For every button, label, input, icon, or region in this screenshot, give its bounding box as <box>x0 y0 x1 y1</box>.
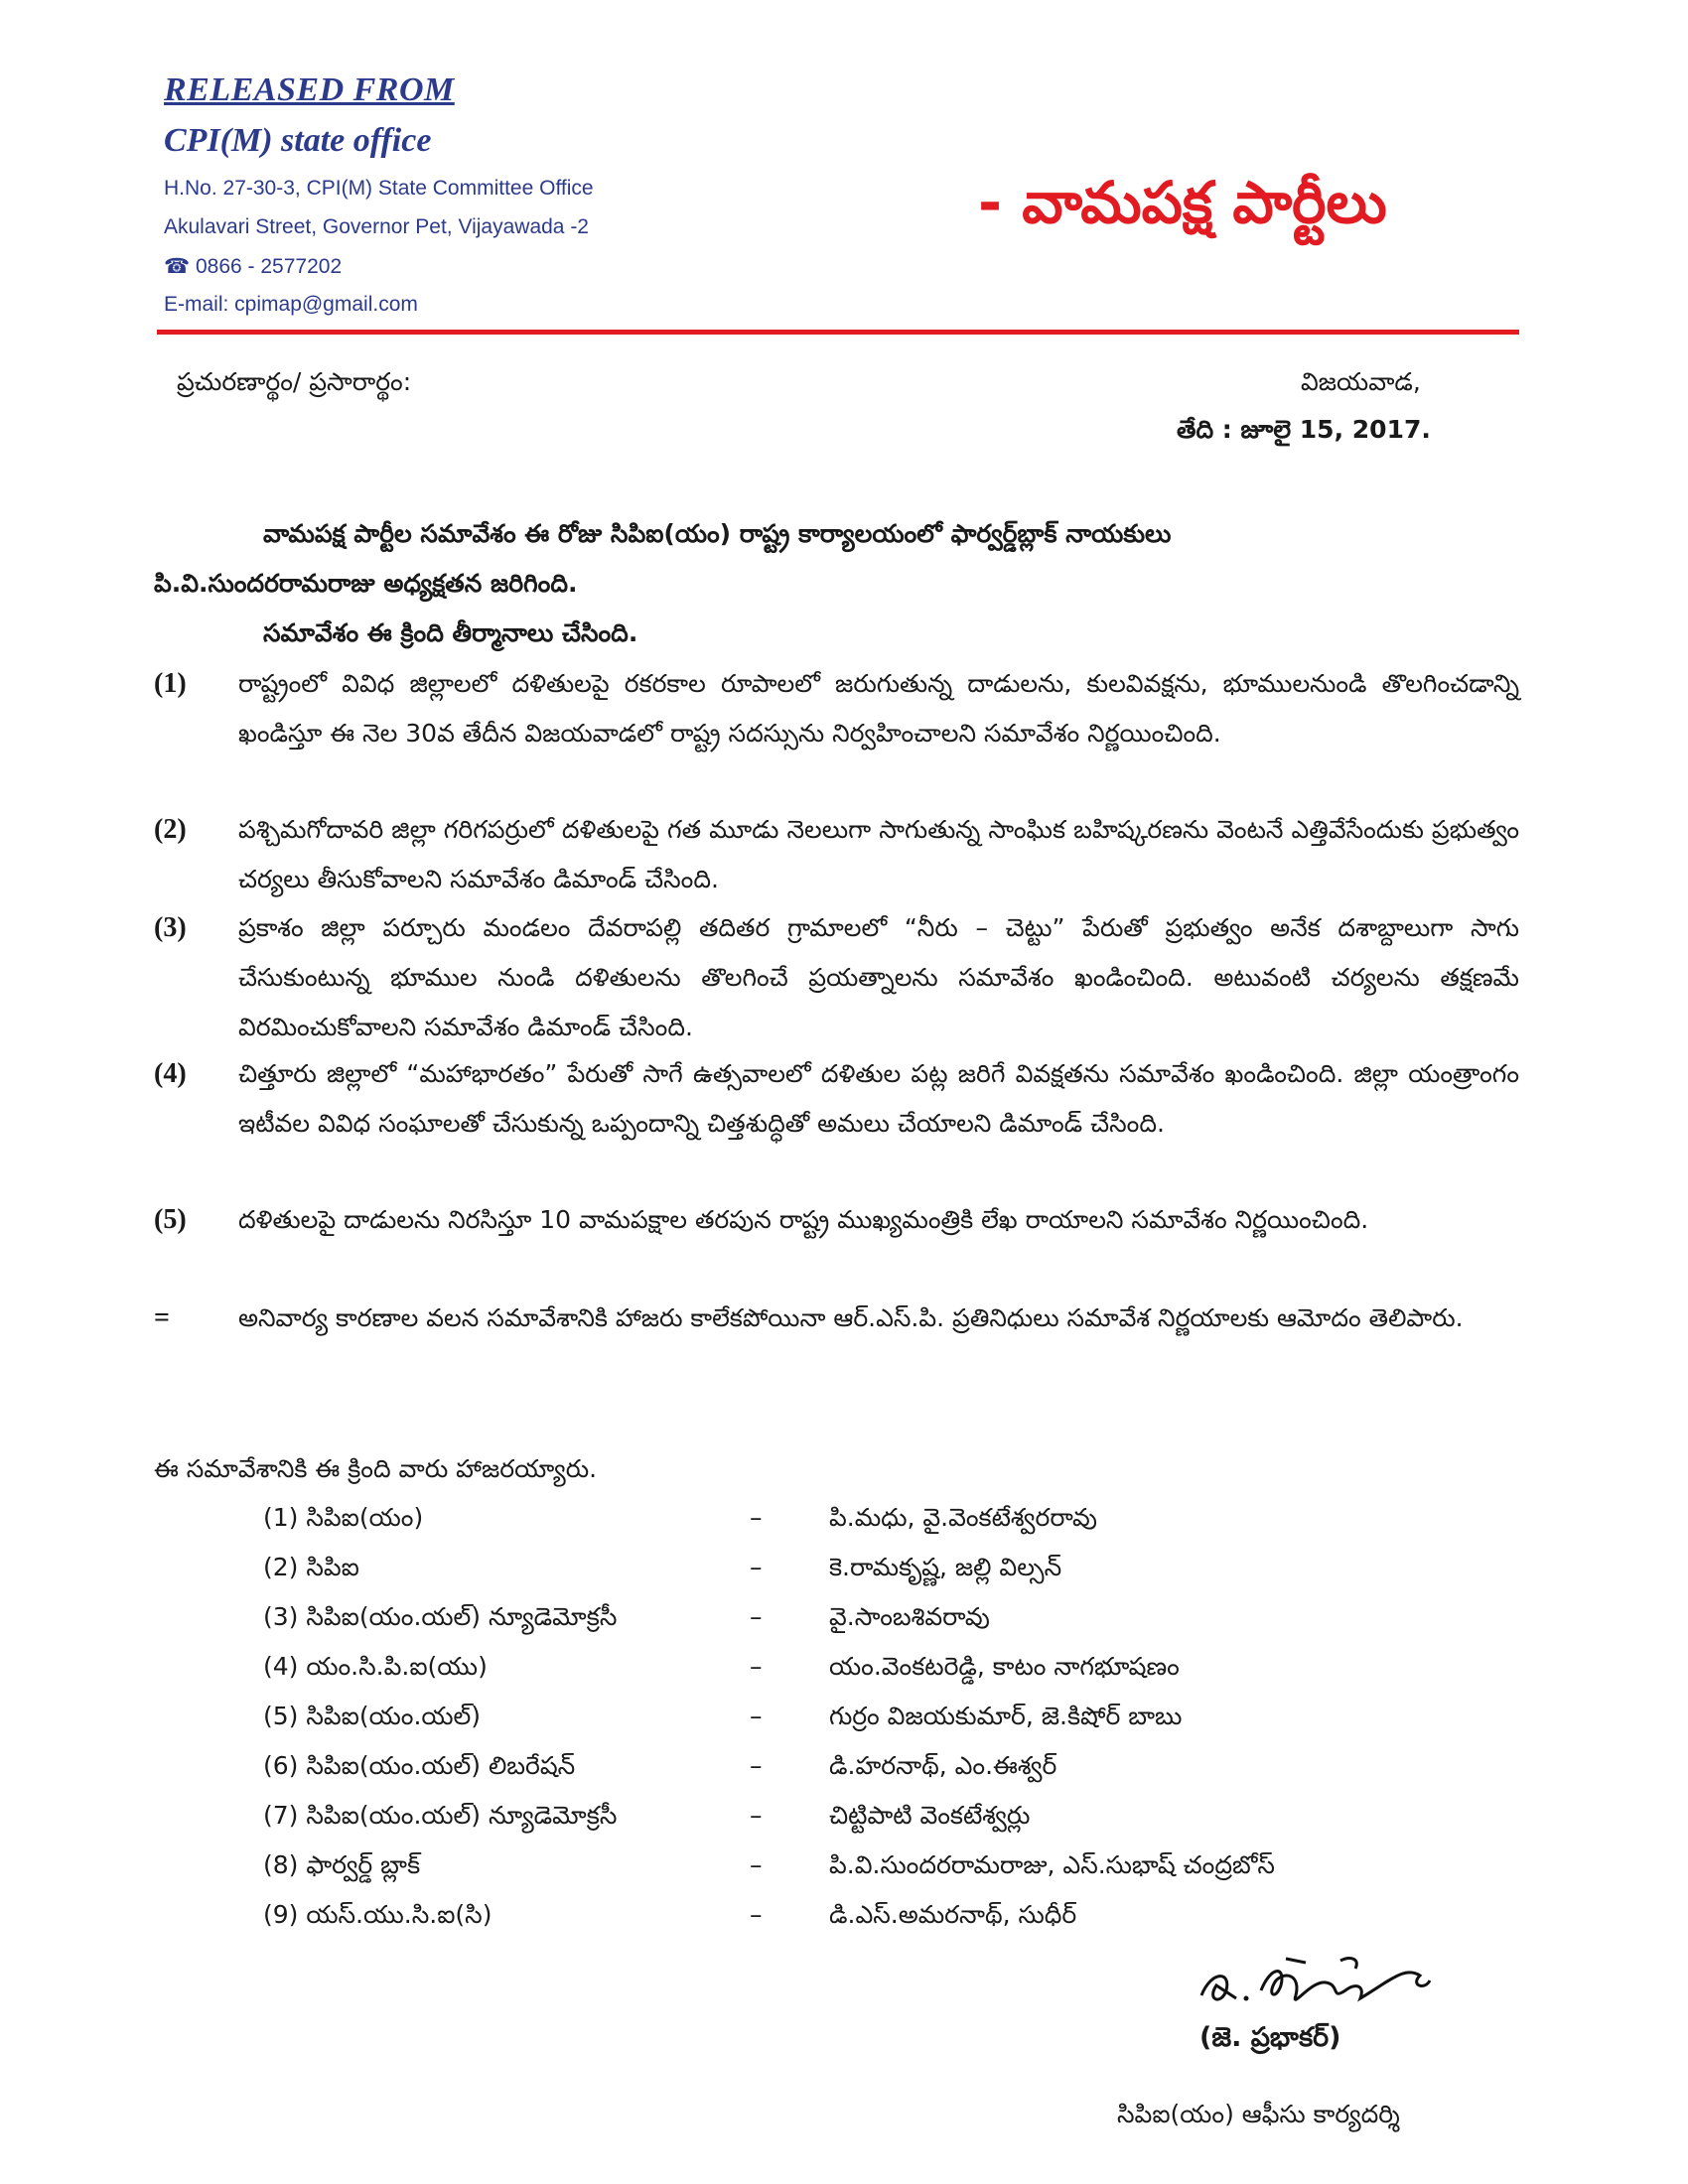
date: తేది : జూలై 15, 2017. <box>1177 415 1431 444</box>
intro-line-2: పి.వి.సుందరరామరాజు అధ్యక్షతన జరిగింది. <box>154 569 578 598</box>
resolution-number: (1) <box>154 668 187 699</box>
attendee-dash: – <box>750 1751 763 1780</box>
header-divider <box>157 330 1519 335</box>
place: విజయవాడ, <box>1301 367 1421 396</box>
attendee-names: పి.వి.సుందరరామరాజు, ఎస్.సుభాష్ చంద్రబోస్ <box>829 1850 1275 1879</box>
resolution-number: (4) <box>154 1058 187 1089</box>
attendee-names: పి.మధు, వై.వెంకటేశ్వరరావు <box>829 1503 1097 1532</box>
phone-line <box>164 254 342 279</box>
resolution-text: ప్రకాశం జిల్లా పర్చూరు మండలం దేవరాపల్లి తదితర గ్రామాలలో “నీరు – చెట్టు” పేరుతో ప్రభుత్వం అనేక దశాబ్దాలుగా సాగు చేసుకుంటున్న భూముల నుండి దళితులను తొలగించే ప్రయత్నాలను సమావేశం ఖండించింది. అటువంటి చర్యలను తక్షణమే విరమించుకోవాలని సమావేశం డిమాండ్ చేసింది. <box>238 913 1519 1041</box>
attendee-party: (7) సిపిఐ(యం.యల్) న్యూడెమోక్రసీ <box>263 1801 618 1830</box>
attendee-names: కె.రామకృష్ణ, జల్లి విల్సన్ <box>829 1553 1062 1581</box>
email-line: E-mail: cpimap@gmail.com <box>164 293 418 316</box>
attendee-names: వై.సాంబశివరావు <box>829 1602 990 1631</box>
resolution-number: (2) <box>154 814 187 845</box>
attendee-party: (3) సిపిఐ(యం.యల్) న్యూడెమోక్రసీ <box>263 1602 618 1631</box>
office-name: CPI(M) state office <box>164 122 432 159</box>
signatory-designation: సిపిఐ(యం) ఆఫీసు కార్యదర్శి <box>1117 2100 1400 2128</box>
attendee-dash: – <box>750 1553 763 1581</box>
resolution-text: దళితులపై దాడులను నిరసిస్తూ 10 వామపక్షాల తరపున రాష్ట్ర ముఖ్యమంత్రికి లేఖ రాయాలని సమావేశం నిర్ణయించింది. <box>238 1205 1369 1234</box>
attendee-party: (8) ఫార్వర్డ్ బ్లాక్ <box>263 1850 421 1879</box>
address-line-2: Akulavari Street, Governor Pet, Vijayawada -2 <box>164 215 589 238</box>
attendee-names: డి.హరనాథ్, ఎం.ఈశ్వర్ <box>829 1751 1057 1780</box>
attendee-dash: – <box>750 1602 763 1631</box>
attendee-dash: – <box>750 1900 763 1929</box>
signatory-name: (జె. ప్రభాకర్) <box>1199 2022 1341 2053</box>
note-text: అనివార్య కారణాల వలన సమావేశానికి హాజరు కాలేకపోయినా ఆర్.ఎస్.పి. ప్రతినిధులు సమావేశ నిర్ణయాలకు ఆమోదం తెలిపారు. <box>238 1303 1464 1332</box>
phone-icon: ☎ <box>164 255 196 278</box>
attendee-party: (9) యస్.యు.సి.ఐ(సి) <box>263 1900 492 1929</box>
attendee-dash: – <box>750 1652 763 1681</box>
attendee-party: (5) సిపిఐ(యం.యల్) <box>263 1702 482 1730</box>
phone-number: 0866 - 2577202 <box>196 255 343 278</box>
attendee-names: డి.ఎస్.అమరనాథ్, సుధీర్ <box>829 1900 1077 1929</box>
resolution-text: రాష్ట్రంలో వివిధ జిల్లాలలో దళితులపై రకరకాల రూపాలలో జరుగుతున్న దాడులను, కులవివక్షను, భూములనుండి తొలగించడాన్ని ఖండిస్తూ ఈ నెల 30వ తేదీన విజయవాడలో రాష్ట్ర సదస్సును నిర్వహించాలని సమావేశం నిర్ణయించింది. <box>238 669 1519 748</box>
brand-title: - వామపక్ష పార్టీలు <box>978 169 1387 236</box>
attendee-dash: – <box>750 1702 763 1730</box>
publication-label: ప్రచురణార్థం/ ప్రసారార్థం: <box>177 367 412 396</box>
attendee-party: (6) సిపిఐ(యం.యల్) లిబరేషన్ <box>263 1751 576 1780</box>
attendee-dash: – <box>750 1801 763 1830</box>
attendees-heading: ఈ సమావేశానికి ఈ క్రింది వారు హాజరయ్యారు. <box>154 1454 598 1483</box>
resolution-number: (5) <box>154 1204 187 1235</box>
attendee-names: గుర్రం విజయకుమార్, జె.కిషోర్ బాబు <box>829 1702 1183 1730</box>
attendee-party: (1) సిపిఐ(యం) <box>263 1503 424 1532</box>
attendee-party: (2) సిపిఐ <box>263 1553 359 1581</box>
attendee-names: యం.వెంకటరెడ్డి, కాటం నాగభూషణం <box>829 1652 1180 1681</box>
handwritten-signature <box>1192 1941 1440 2020</box>
address-line-1: H.No. 27-30-3, CPI(M) State Committee Office <box>164 177 594 200</box>
attendee-dash: – <box>750 1503 763 1532</box>
attendee-dash: – <box>750 1850 763 1879</box>
released-from-heading: RELEASED FROM <box>164 71 455 108</box>
resolution-text: పశ్చిమగోదావరి జిల్లా గరిగపర్రులో దళితులపై గత మూడు నెలలుగా సాగుతున్న సాంఘిక బహిష్కరణను వెంటనే ఎత్తివేసేందుకు ప్రభుత్వం చర్యలు తీసుకోవాలని సమావేశం డిమాండ్ చేసింది. <box>238 815 1519 893</box>
intro-line-1: వామపక్ష పార్టీల సమావేశం ఈ రోజు సిపిఐ(యం) రాష్ట్ర కార్యాలయంలో ఫార్వర్డ్‌బ్లాక్ నాయకులు <box>263 519 1172 548</box>
note-marker: = <box>154 1302 170 1333</box>
attendee-party: (4) యం.సి.పి.ఐ(యు) <box>263 1652 488 1681</box>
attendee-names: చిట్టిపాటి వెంకటేశ్వర్లు <box>829 1801 1031 1830</box>
intro-line-3: సమావేశం ఈ క్రింది తీర్మానాలు చేసింది. <box>263 618 638 647</box>
resolution-number: (3) <box>154 912 187 943</box>
resolution-text: చిత్తూరు జిల్లాలో “మహాభారతం” పేరుతో సాగే ఉత్సవాలలో దళితుల పట్ల జరిగే వివక్షతను సమావేశం ఖండించింది. జిల్లా యంత్రాంగం ఇటీవల వివిధ సంఘాలతో చేసుకున్న ఒప్పందాన్ని చిత్తశుద్ధితో అమలు చేయాలని డిమాండ్ చేసింది. <box>238 1059 1519 1138</box>
